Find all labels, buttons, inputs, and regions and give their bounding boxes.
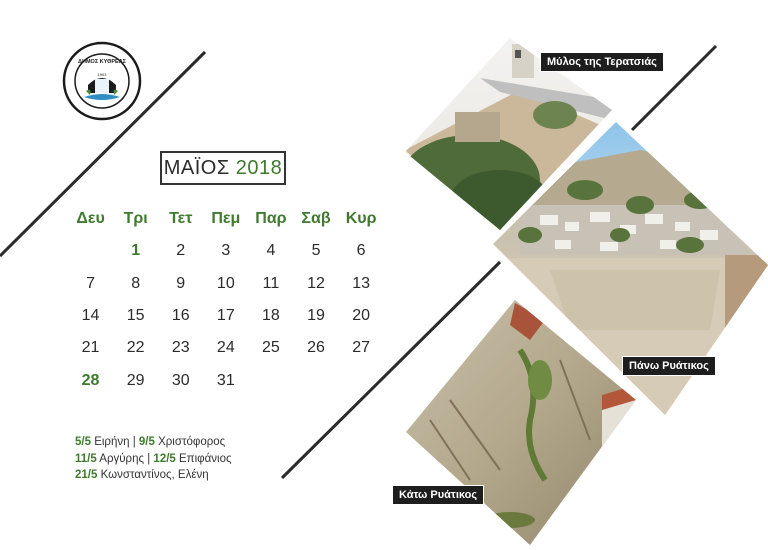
month-name: ΜΑΪΟΣ <box>163 156 230 179</box>
logo-text: ΔΗΜΟΣ ΚΥΘΡΕΑΣ <box>78 59 126 65</box>
day-cell: 17 <box>216 307 235 325</box>
weekday-label: Τρι <box>123 210 148 228</box>
month-year: 2018 <box>235 156 283 179</box>
photo-label-windmill: Μύλος της Τερατσιάς <box>540 52 664 72</box>
day-cell: 30 <box>171 371 190 389</box>
logo-year: 1903 <box>97 72 107 77</box>
day-cell: 7 <box>86 274 95 292</box>
day-cell: 29 <box>126 371 145 389</box>
weekday-label: Πεμ <box>211 210 241 228</box>
photo-label-upper-ryatikos: Πάνω Ρυάτικος <box>622 356 716 376</box>
nameday-names: Χριστόφορος <box>154 436 226 448</box>
day-cell: 12 <box>307 274 325 292</box>
day-cell: 24 <box>216 339 235 357</box>
week-row <box>68 364 384 396</box>
day-cell: 13 <box>352 274 370 292</box>
day-cell: 19 <box>307 307 325 325</box>
nameday-line <box>75 467 232 484</box>
month-title <box>160 151 286 185</box>
day-cell: 15 <box>126 307 145 325</box>
day-cell: 4 <box>266 242 276 260</box>
day-cell: 16 <box>171 307 190 325</box>
nameday-date: 9/5 <box>138 436 155 448</box>
calendar-grid <box>68 203 384 397</box>
day-cell: 26 <box>307 339 325 357</box>
day-cell: 8 <box>131 274 141 292</box>
day-cell: 11 <box>262 274 280 292</box>
day-cell: 18 <box>262 307 280 325</box>
day-cell: 27 <box>352 339 370 357</box>
day-cell: 21 <box>81 339 100 357</box>
weekday-header <box>68 203 384 235</box>
nameday-date: 12/5 <box>153 452 176 465</box>
week-row <box>68 300 384 332</box>
weekday-label: Τετ <box>169 210 193 228</box>
day-cell: 2 <box>176 242 186 260</box>
day-cell: 3 <box>221 242 231 260</box>
week-row <box>68 235 384 267</box>
nameday-date: 5/5 <box>75 436 91 448</box>
week-row <box>68 332 384 364</box>
day-cell: 31 <box>216 371 235 389</box>
weekday-label: Σαβ <box>301 210 331 228</box>
nameday-line <box>75 451 232 468</box>
week-row <box>68 268 384 300</box>
day-cell: 5 <box>311 242 321 260</box>
day-cell: 28 <box>81 371 100 389</box>
weekday-label: Παρ <box>255 210 287 228</box>
day-cell: 9 <box>176 274 186 292</box>
day-cell: 20 <box>352 307 370 325</box>
day-cell: 1 <box>131 242 141 260</box>
nameday-date: 21/5 <box>75 469 98 481</box>
nameday-names: Επιφάνιος <box>175 452 232 465</box>
day-cell: 10 <box>216 274 235 292</box>
weekday-label: Κυρ <box>345 210 377 228</box>
day-cell: 6 <box>356 242 366 260</box>
weekday-label: Δευ <box>76 210 105 228</box>
day-cell: 25 <box>262 339 280 357</box>
nameday-line <box>75 434 232 451</box>
nameday-names: Κωνσταντίνος, Ελένη <box>97 469 209 481</box>
namedays-list <box>75 434 232 484</box>
municipality-logo <box>62 41 142 121</box>
nameday-names: Αργύρης | <box>96 452 154 465</box>
day-cell: 23 <box>171 339 190 357</box>
day-cell: 14 <box>81 307 100 325</box>
day-cell: 22 <box>126 339 145 357</box>
nameday-date: 11/5 <box>75 452 97 465</box>
nameday-names: Ειρήνη | <box>91 436 139 448</box>
photo-label-lower-ryatikos: Κάτω Ρυάτικος <box>392 485 484 505</box>
